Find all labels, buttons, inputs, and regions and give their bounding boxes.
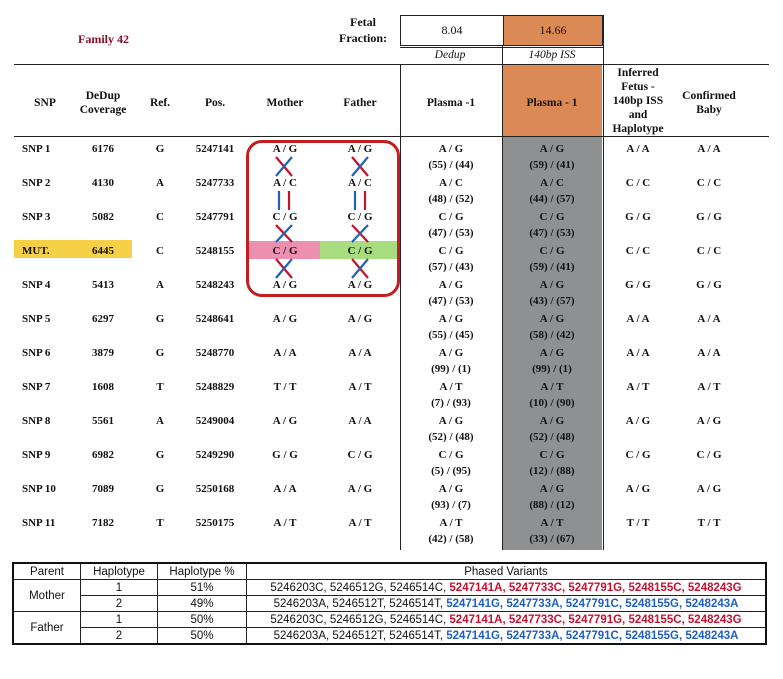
ff-iss-value: 14.66 — [504, 16, 602, 45]
table-row — [13, 596, 766, 612]
hdr-ref: Ref. — [149, 97, 171, 109]
cell-snp: SNP 11 — [22, 517, 56, 529]
haplotype-header-row — [13, 563, 766, 580]
family-label: Family 42 — [78, 32, 129, 46]
cell-mother: T / T — [273, 381, 297, 393]
cell-cov: 3879 — [92, 347, 114, 359]
cell-p1: A / G — [438, 415, 464, 427]
cell-p1s: (99) / (1) — [431, 363, 471, 375]
hdr-inf-2: Fetus - — [621, 81, 655, 93]
hap-variants — [247, 612, 767, 628]
hap-number: 1 — [81, 580, 158, 596]
cell-snp: SNP 5 — [22, 313, 51, 325]
cell-father: C / G — [347, 245, 373, 257]
cell-p1: A / G — [438, 279, 464, 291]
cell-p1s: (55) / (45) — [428, 329, 474, 341]
hdr-conf-1: Confirmed — [682, 90, 736, 102]
cell-mother: A / G — [272, 313, 298, 325]
cell-inf: A / A — [626, 143, 650, 155]
cell-cov: 7182 — [92, 517, 114, 529]
cell-cov: 5082 — [92, 211, 114, 223]
cell-inf: A / G — [625, 415, 651, 427]
cell-p1s: (48) / (52) — [428, 193, 474, 205]
cell-father: A / G — [347, 279, 373, 291]
cell-p2: A / C — [540, 177, 564, 189]
fetal-fraction-box — [400, 15, 603, 46]
hap-variants-phased: 5247141G, 5247733A, 5247791C, 5248155G, 5248243A — [446, 597, 739, 610]
cell-snp: MUT. — [22, 245, 50, 257]
hap-variants — [247, 628, 767, 645]
cell-father: A / A — [348, 415, 372, 427]
cell-ref: A — [156, 279, 164, 291]
hap-variants-prefix: 5246203A, 5246512T, 5246514T, — [273, 597, 447, 610]
cell-snp: SNP 10 — [22, 483, 56, 495]
cell-inf: C / C — [625, 245, 651, 257]
cell-inf: C / G — [625, 449, 651, 461]
cell-conf: G / G — [696, 279, 722, 291]
crossover-link-icon — [348, 225, 372, 242]
cell-cov: 5561 — [92, 415, 114, 427]
crossover-link-icon — [348, 259, 372, 278]
hap-number: 1 — [81, 612, 158, 628]
cell-father: A / C — [348, 177, 372, 189]
cell-conf: A / A — [697, 143, 721, 155]
cell-p1: A / G — [438, 313, 464, 325]
cell-inf: A / A — [626, 347, 650, 359]
cell-mother: A / C — [273, 177, 297, 189]
hap-number: 2 — [81, 596, 158, 612]
cell-father: A / T — [348, 517, 372, 529]
hdr-inf-4: and — [628, 109, 648, 121]
cell-p2s: (59) / (41) — [529, 261, 575, 273]
cell-inf: C / C — [625, 177, 651, 189]
cell-inf: T / T — [626, 517, 650, 529]
plasma-right-rule — [603, 15, 604, 550]
crossover-link-icon — [272, 259, 296, 278]
cell-conf: T / T — [697, 517, 721, 529]
phased-region-box — [246, 140, 400, 297]
parallel-link-icon — [272, 191, 296, 210]
header-top-rule — [14, 64, 769, 65]
cell-p2: A / G — [539, 313, 565, 325]
hdr-dedup-1: DeDup — [85, 90, 121, 102]
cell-conf: A / G — [696, 483, 722, 495]
cell-p1: A / T — [439, 517, 463, 529]
hap-variants — [247, 580, 767, 596]
cell-p1: A / G — [438, 483, 464, 495]
cell-p2: A / T — [540, 517, 564, 529]
cell-p1s: (93) / (7) — [431, 499, 471, 511]
cell-p2s: (52) / (48) — [529, 431, 575, 443]
cell-p2s: (47) / (53) — [529, 227, 575, 239]
crossover-link-icon — [272, 157, 296, 176]
cell-p2: C / G — [539, 245, 565, 257]
cell-cov: 6982 — [92, 449, 114, 461]
parallel-link-icon — [348, 191, 372, 210]
cell-inf: G / G — [625, 211, 651, 223]
cell-snp: SNP 7 — [22, 381, 51, 393]
hap-percent: 50% — [158, 628, 247, 645]
hdr-dedup-2: Coverage — [79, 104, 127, 116]
cell-p2: A / T — [540, 381, 564, 393]
cell-father: A / T — [348, 381, 372, 393]
hdr-dedup-coverage — [70, 89, 136, 117]
cell-p2: A / G — [539, 347, 565, 359]
hap-variants-phased: 5247141G, 5247733A, 5247791C, 5248155G, 5248243A — [446, 629, 739, 642]
cell-father: A / A — [348, 347, 372, 359]
cell-p2: A / G — [539, 483, 565, 495]
cell-p1s: (47) / (53) — [428, 227, 474, 239]
cell-snp: SNP 9 — [22, 449, 51, 461]
hdr-father: Father — [343, 97, 377, 109]
cell-conf: G / G — [696, 211, 722, 223]
cell-p1: C / G — [438, 211, 464, 223]
cell-mother: A / G — [272, 143, 298, 155]
haplotype-table — [12, 562, 767, 645]
cell-p1s: (57) / (43) — [428, 261, 474, 273]
iss-caption: 140bp ISS — [528, 49, 576, 61]
cell-mother: C / G — [272, 245, 298, 257]
cell-p2s: (44) / (57) — [529, 193, 575, 205]
cell-father: A / G — [347, 143, 373, 155]
cell-p1s: (47) / (53) — [428, 295, 474, 307]
cell-inf: A / G — [625, 483, 651, 495]
cell-p2: A / G — [539, 279, 565, 291]
cell-cov: 5413 — [92, 279, 114, 291]
cell-snp: SNP 1 — [22, 143, 51, 155]
cell-conf: C / C — [696, 245, 722, 257]
cell-p1: A / G — [438, 143, 464, 155]
cell-snp: SNP 2 — [22, 177, 51, 189]
cell-p2s: (88) / (12) — [529, 499, 575, 511]
hap-percent: 51% — [158, 580, 247, 596]
hap-col-parent: Parent — [13, 563, 81, 580]
table-row — [13, 628, 766, 645]
cell-snp: SNP 8 — [22, 415, 51, 427]
cell-snp: SNP 4 — [22, 279, 51, 291]
cell-father: C / G — [347, 449, 373, 461]
cell-conf: A / A — [697, 347, 721, 359]
cell-inf: A / T — [626, 381, 650, 393]
cell-p1s: (52) / (48) — [428, 431, 474, 443]
header-bottom-rule — [14, 136, 769, 137]
cell-p2s: (43) / (57) — [529, 295, 575, 307]
hap-variants-prefix: 5246203A, 5246512T, 5246514T, — [273, 629, 447, 642]
cell-pos: 5248770 — [195, 347, 235, 359]
cell-p1s: (42) / (58) — [428, 533, 474, 545]
crossover-link-icon — [272, 225, 296, 242]
cell-father: A / G — [347, 483, 373, 495]
hap-variants-prefix: 5246203C, 5246512G, 5246514C, — [270, 581, 450, 594]
hap-col-pct: Haplotype % — [158, 563, 247, 580]
cell-pos: 5248829 — [195, 381, 235, 393]
hap-percent: 49% — [158, 596, 247, 612]
cell-p2s: (59) / (41) — [529, 159, 575, 171]
cell-p1: A / G — [438, 347, 464, 359]
cell-ref: T — [156, 517, 164, 529]
cell-ref: G — [155, 449, 165, 461]
cell-p2s: (99) / (1) — [532, 363, 572, 375]
cell-cov: 1608 — [92, 381, 114, 393]
cell-mother: A / G — [272, 415, 298, 427]
cell-p2: A / G — [539, 415, 565, 427]
cell-p2: C / G — [539, 211, 565, 223]
fetal-label-line2: Fraction: — [339, 31, 387, 45]
cell-p1s: (55) / (44) — [428, 159, 474, 171]
cell-p2s: (33) / (67) — [529, 533, 575, 545]
cell-p2s: (10) / (90) — [529, 397, 575, 409]
table-row — [13, 580, 766, 596]
hap-variants — [247, 596, 767, 612]
hdr-inf-3: 140bp ISS — [612, 95, 664, 107]
hdr-mother: Mother — [266, 97, 304, 109]
cell-pos: 5249004 — [195, 415, 235, 427]
cell-mother: G / G — [272, 449, 298, 461]
cell-conf: C / G — [696, 449, 722, 461]
cell-pos: 5248155 — [195, 245, 235, 257]
cell-conf: A / T — [697, 381, 721, 393]
cell-pos: 5249290 — [195, 449, 235, 461]
cell-conf: A / A — [697, 313, 721, 325]
hap-parent-father: Father — [13, 612, 81, 645]
fetal-fraction-label — [318, 14, 408, 46]
cell-ref: A — [156, 415, 164, 427]
cell-pos: 5248641 — [195, 313, 235, 325]
cell-p1s: (5) / (95) — [431, 465, 471, 477]
hdr-inf-1: Inferred — [617, 67, 659, 79]
cell-pos: 5247791 — [195, 211, 235, 223]
cell-cov: 6445 — [92, 245, 114, 257]
cell-p2s: (58) / (42) — [529, 329, 575, 341]
cell-p1: A / C — [439, 177, 463, 189]
cell-pos: 5248243 — [195, 279, 235, 291]
cell-p2: C / G — [539, 449, 565, 461]
cell-snp: SNP 6 — [22, 347, 51, 359]
cell-ref: G — [155, 313, 165, 325]
cell-ref: C — [156, 211, 164, 223]
cell-ref: G — [155, 483, 165, 495]
hdr-confirmed-baby — [676, 89, 742, 117]
cell-father: C / G — [347, 211, 373, 223]
cell-ref: C — [156, 245, 164, 257]
plasma-left-rule — [400, 64, 401, 550]
cell-p1: C / G — [438, 245, 464, 257]
hap-col-haplotype: Haplotype — [81, 563, 158, 580]
hap-variants-phased: 5247141A, 5247733C, 5247791G, 5248155C, 5248243G — [449, 613, 742, 626]
cell-p1: A / T — [439, 381, 463, 393]
cell-inf: A / A — [626, 313, 650, 325]
hdr-inferred-fetus — [606, 66, 670, 136]
cell-ref: G — [155, 143, 165, 155]
cell-mother: A / T — [273, 517, 297, 529]
cell-cov: 6297 — [92, 313, 114, 325]
cell-inf: G / G — [625, 279, 651, 291]
cell-mother: A / A — [273, 347, 297, 359]
cell-cov: 7089 — [92, 483, 114, 495]
hap-number: 2 — [81, 628, 158, 645]
cell-pos: 5247733 — [195, 177, 235, 189]
dedup-caption: Dedup — [434, 49, 466, 61]
cell-p1: C / G — [438, 449, 464, 461]
cell-cov: 4130 — [92, 177, 114, 189]
cell-ref: G — [155, 347, 165, 359]
hdr-plasma-dedup: Plasma -1 — [426, 97, 476, 109]
hap-percent: 50% — [158, 612, 247, 628]
hdr-inf-5: Haplotype — [612, 123, 664, 135]
cell-p2s: (12) / (88) — [529, 465, 575, 477]
cell-mother: A / G — [272, 279, 298, 291]
cell-p2: A / G — [539, 143, 565, 155]
hdr-conf-2: Baby — [696, 104, 722, 116]
cell-ref: A — [156, 177, 164, 189]
hdr-pos: Pos. — [204, 97, 226, 109]
cell-pos: 5250175 — [195, 517, 235, 529]
cell-pos: 5250168 — [195, 483, 235, 495]
cell-father: A / G — [347, 313, 373, 325]
cell-mother: A / A — [273, 483, 297, 495]
cell-conf: A / G — [696, 415, 722, 427]
hap-variants-phased: 5247141A, 5247733C, 5247791G, 5248155C, 5248243G — [449, 581, 742, 594]
crossover-link-icon — [348, 157, 372, 176]
table-row — [13, 612, 766, 628]
cell-snp: SNP 3 — [22, 211, 51, 223]
hap-variants-prefix: 5246203C, 5246512G, 5246514C, — [270, 613, 450, 626]
hap-col-variants: Phased Variants — [247, 563, 767, 580]
cell-ref: T — [156, 381, 164, 393]
ff-dedup-value: 8.04 — [401, 16, 504, 45]
hdr-plasma-iss: Plasma - 1 — [526, 97, 578, 109]
fetal-label-line1: Fetal — [350, 15, 376, 29]
cell-mother: C / G — [272, 211, 298, 223]
hap-parent-mother: Mother — [13, 580, 81, 612]
cell-p1s: (7) / (93) — [431, 397, 471, 409]
cell-cov: 6176 — [92, 143, 114, 155]
cell-pos: 5247141 — [195, 143, 235, 155]
hdr-snp: SNP — [34, 97, 56, 109]
cell-conf: C / C — [696, 177, 722, 189]
